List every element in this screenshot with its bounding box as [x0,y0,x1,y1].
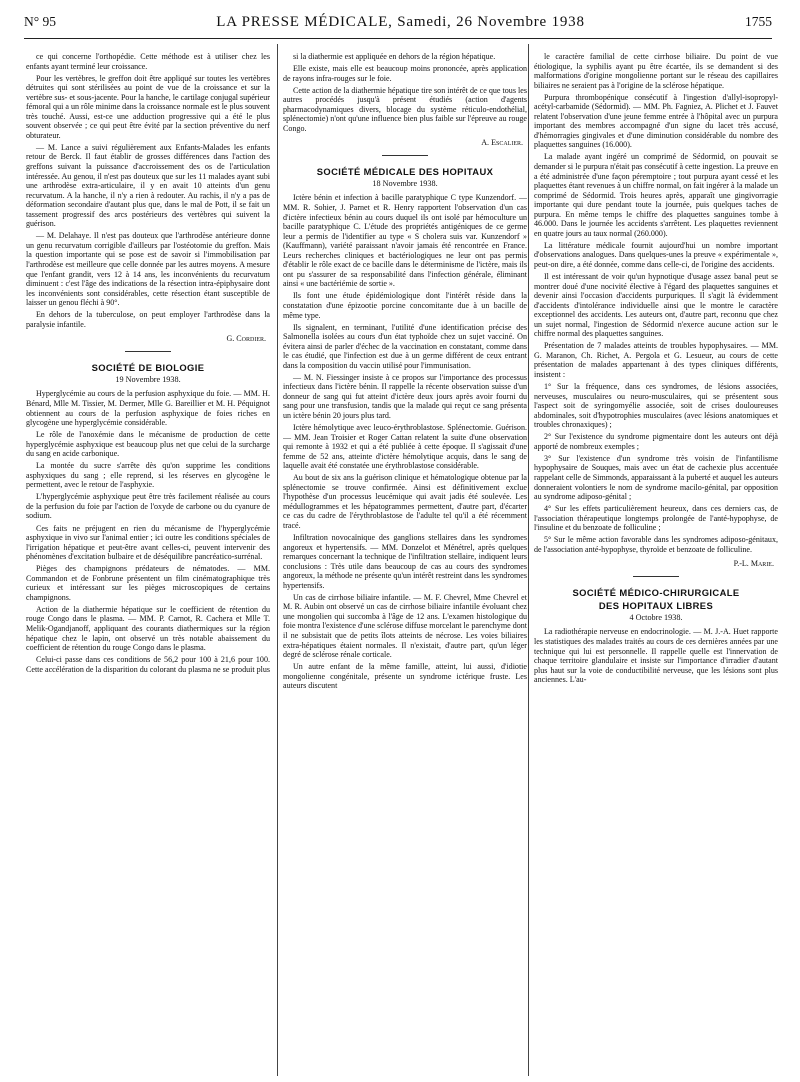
page-number: 1755 [745,14,772,29]
paragraph: Hyperglycémie au cours de la perfusion asphyxique du foie. — MM. H. Bénard, Mlle M. Tissier, M. Dermer, Mlle G. Bareillier et M. H. Péquignot obtiennent au cours de la perfusion asphyxique de foies riches en glycogène une hyperglycémie considérable. [26,389,270,428]
column-left [26,52,270,1078]
paragraph: Présentation de 7 malades atteints de troubles hypophysaires. — MM. G. Maranon, Ch. Richet, A. Pergola et G. Lesueur, au cours de cette présentation de malades appartenant à des types cliniques différents, insistent : [534,341,778,379]
paragraph: Cette action de la diathermie hépatique tire son intérêt de ce que tous les autres procédés jusqu'à présent étudiés (action d'agents pharmacodynamiques divers, blocage du système réticulo-endothélial, splénectomie) n'ont qu'une influence bien plus faible sur l'épreuve au rouge Congo. [283,85,527,133]
section-rule [633,576,679,577]
paragraph: Elle existe, mais elle est beaucoup moins prononcée, après application de rayons infra-rouges sur le foie. [283,64,527,83]
section-heading: SOCIÉTÉ DE BIOLOGIE [91,361,205,373]
paragraph: si la diathermie est appliquée en dehors de la région hépatique. [293,52,496,61]
paragraph: Pour les vertèbres, le greffon doit être appliqué sur toutes les vertèbres détruites qui sont stérilisées au point de vue de la croissance et sur la vertèbre sus- et sous-jacente. Pour la hanche, le cartilage conjugal supérieur fémoral qui a un rôle minime dans la croissance normale est le plus souvent très touché. Aussi, est-ce une adduction progressive qui a été le plus souvent observée ; ce qui peut être évité par la section préventive du nerf obturateur. [26,73,270,140]
signature: P.-L. Marie. [733,559,774,569]
section-rule [382,155,428,156]
paragraph: Un cas de cirrhose biliaire infantile. — M. F. Chevrel, Mme Chevrel et M. R. Aubin ont observé un cas de cirrhose biliaire infantile évoluant chez une mongolien qui succomba à l'âge de 12 ans. L'examen histologique du foie montra l'existence d'une sclérose diffuse morcelant le parenchyme dont il ne subsistait que de petits îlots atteints de nécrose. Les voies biliaires extra-hépatiques étaient normales. Il n'existait, d'autre part, qu'un léger degré de sclérose rénale corticale. [283,592,527,660]
paragraph: 1° Sur la fréquence, dans ces syndromes, de lésions associées, nerveuses, musculaires ou neuro-musculaires, qui se présentent sous l'aspect soit de syringomyélie associée, soit de crises douloureuses abdominales, soit d'hypotrophies musculaires (avec lésions anatomiques et troubles chronaxiques) ; [534,382,778,430]
paragraph: La radiothérapie nerveuse en endocrinologie. — M. J.-A. Huet rapporte les statistiques des malades traités au cours de ces dernières années par une technique qui lui est personnelle. Il rappelle quelle est l'innervation de chaque territoire glandulaire et insiste sur l'importance d'irradier d'autant plus haut sur la voie de conductibilité nerveuse, que les lésions sont plus anciennes. L'au- [534,627,778,685]
column-divider [528,44,529,1076]
issue-number: N° 95 [24,14,57,29]
paragraph: Ils signalent, en terminant, l'utilité d'une identification précise des Salmonella isolées au cours d'un état typhoïde chez un sujet vacciné. On évitera ainsi de parler d'échec de la vaccination en constatant, comme dans le cas étudié, que l'infection est due à un germe différent de ceux entrant dans la composition du vaccin utilisé pour l'immunisation. [283,322,527,370]
paragraph: 4° Sur les effets particulièrement heureux, dans ces derniers cas, de l'association thérapeutique longtemps prolongée de l'anté-hypophyse, de l'insuline et du benzoate de folliculine ; [534,504,778,533]
paragraph: Purpura thrombopénique consécutif à l'ingestion d'allyl-isopropyl-acétyl-carbamide (Sédormid). — MM. Ph. Fagniez, A. Plichet et J. Fauvet relatent l'observation d'une jeune femme entrée à l'hôpital avec un purpura important des membres accompagné d'un signe du lacet très accusé, d'hémorragies gingivales et d'une diminution considérable du nombre des plaquettes sanguines (16.000). [534,92,778,150]
paragraph: Le rôle de l'anoxémie dans le mécanisme de production de cette hyperglycémie asphyxique est beaucoup plus net que celui de la surcharge du sang en acide carbonique. [26,430,270,459]
paragraph: Infiltration novocaïnique des ganglions stellaires dans les syndromes angoreux et hypertensifs. — MM. Donzelot et Ménétrel, après quelques remarques concernant la technique de l'infiltration stellaire, indiquent leurs conclusions : Très utile dans beaucoup de cas au cours des syndromes angoreux, la méthode ne présente qu'un intérêt restreint dans les syndromes hypertensifs. [283,533,527,590]
page-header [24,14,772,39]
paragraph: Ictère bénin et infection à bacille paratyphique C type Kunzendorf. — MM. R. Sohier, J. Parnet et R. Henry rapportent l'observation d'un cas d'ictère infectieux bénin au cours duquel ils ont isolé par hémoculture un bacille paratyphique C. L'étude des propriétés antigéniques de ce germe leur a permis de l'identifier au type « S cholera suis var. Kunzendorf » (Kauffmann), variété paraissant n'avoir jamais été rencontrée en France. Leurs recherches cliniques et bactériologiques ne leur ont pas permis d'établir le rôle exact de ce bacille dans le déterminisme de l'ictère, mais ils ont pu s'assurer de sa responsabilité dans l'infection générale, éliminant ainsi « une bactériémie de sortie ». [283,193,527,289]
paragraph: 2° Sur l'existence du syndrome pigmentaire dont les auteurs ont déjà apporté de nombreux exemples ; [534,432,778,451]
paragraph: ce qui concerne l'orthopédie. Cette méthode est à utiliser chez les enfants ayant terminé leur croissance. [26,52,270,71]
paragraph: Au bout de six ans la guérison clinique et hématologique obtenue par la splénectomie se trouve confirmée. Ainsi est définitivement exclue l'hypothèse d'un processus leucémique qui avait jadis été soulevée. Les médullogrammes et les hépatogrammes permettent, d'autre part, d'écarter ce cas du cadre de l'érythroblastose de l'adulte tel qu'il a été récemment tracé. [283,473,527,531]
paragraph: Ictère hémolytique avec leuco-érythroblastose. Splénectomie. Guérison. — MM. Jean Troisier et Roger Cattan relatent la suite d'une observation qui remonte à 1932 et qui a été publiée à cette époque. Il s'agissait d'une femme de 52 ans, atteinte d'ictère hémolytique acquis, dans le sang de laquelle avait été constatée une érythroblastose considérable. [283,423,527,471]
paragraph: L'hyperglycémie asphyxique peut être très facilement réalisée au cours de la perfusion du foie par l'action de l'oxyde de carbone ou du cyanure de sodium. [26,492,270,521]
paragraph: En dehors de la tuberculose, on peut employer l'arthrodèse dans la paralysie infantile. [26,310,270,329]
session-date: 18 Novembre 1938. [372,178,438,188]
paragraph: Il est intéressant de voir qu'un hypnotique d'usage assez banal peut se montrer doué d'une nocivité élective à l'égard des plaquettes sanguines et devenir ainsi l'occasion d'accidents purpuriques. Il s'agit là évidemment d'accidents d'intolérance individuelle ainsi que le montre le caractère exceptionnel des accidents. Les auteurs ont, d'autre part, reconnu que chez un sujet normal, l'ingestion de Sédormid n'exerce aucune action sur le chiffre normal des plaquettes sanguines. [534,272,778,339]
paragraph: La montée du sucre s'arrête dès qu'on supprime les conditions asphyxiques du sang ; elle reprend, si les réserves en glycogène le permettent, avec le retour de l'asphyxie. [26,461,270,490]
column-middle [283,52,527,1078]
signature: A. Escalier. [481,138,523,148]
session-date: 4 Octobre 1938. [629,612,683,622]
paragraph: 3° Sur l'existence d'un syndrome très voisin de l'infantilisme hypophysaire de Souques, mais avec un état de cachexie plus accentuée rappelant celle de Simmonds, apparaissant à la puberté et auquel les auteurs donneraient volontiers le nom de syndrome macilo-génital, par opposition au syndrome adiposo-génital ; [534,453,778,502]
paragraph: le caractère familial de cette cirrhose biliaire. Du point de vue étiologique, la syphilis ayant pu être écartée, ils se demandent si des malformations d'origine mongolienne portant sur le réseau des capillaires biliaires ne seraient pas à l'origine de la sclérose hépatique. [534,52,778,90]
section-heading: SOCIÉTÉ MÉDICO-CHIRURGICALE [572,586,740,598]
paragraph: — M. Lance a suivi régulièrement aux Enfants-Malades les enfants retour de Berck. Il faut établir de grosses différences dans l'action des greffons suivant la puissance d'accroissement des os de l'articulation intéressée. Au genou, il n'est pas douteux que sur les 11 malades ayant subi une arthrodèse extra-articulaire, il y en avait 10 atteints d'un genu recurvatum. A la hanche, il n'y a rien à redouter. Au rachis, il n'y a pas de déformation secondaire d'autant plus que, dans le mal de Pott, il se fait un tassement progressif des arcs postérieurs des vertèbres qui suivent la guérison. [26,142,270,229]
paragraph: Ils font une étude épidémiologique dont l'intérêt réside dans la constatation d'une épizootie porcine concomitante due à un bacille de même type. [283,291,527,320]
column-right [534,52,778,1078]
section-heading: SOCIÉTÉ MÉDICALE DES HOPITAUX [316,165,494,177]
paragraph: Celui-ci passe dans ces conditions de 56,2 pour 100 à 21,6 pour 100. Cette accélération de la disparition du colorant du plasma ne se produit plus [26,655,270,674]
section-heading-line2: DES HOPITAUX LIBRES [598,599,714,611]
paragraph: Pièges des champignons prédateurs de nématodes. — MM. Commandon et de Fonbrune présentent un film cinématographique très curieux et intéressant sur les pièges microscopiques de certains champignons. [26,564,270,602]
column-divider [277,44,278,1076]
paragraph: Action de la diathermie hépatique sur le coefficient de rétention du rouge Congo dans le plasma. — MM. P. Carnot, R. Cachera et Mlle T. Melik-Ogandjanoff, appliquant des courants diathermiques sur la région hépatique chez le lapin, ont observé un très notable abaissement du coefficient de rétention du rouge Congo dans le plasma. [26,604,270,653]
paragraph: 5° Sur le même action favorable dans les syndromes adiposo-génitaux, de l'association anté-hypophyse, thyroïde et benzoate de folliculine. [534,535,778,554]
paragraph: La malade ayant ingéré un comprimé de Sédormid, on pouvait se demander si le purpura n'était pas consécutif à cette ingestion. La preuve en a été administrée d'une façon péremptoire ; tout purpura ayant cessé et les plaquettes étant revenues à un chiffre normal, on fait ingérer à la malade un comprimé de Sédormid. Trois heures après, apparaît une gingivorragie importante qui dure pendant toute la journée, puis quelques taches de purpura. En même temps le chiffre des plaquettes sanguines tombe à 46.000. Dans le journée les accidents s'arrêtent. Les plaquettes reviennent en quatre jours au taux normal (260.000). [534,152,778,238]
paragraph: — M. N. Fiessinger insiste à ce propos sur l'importance des processus infectieux dans l'ictère bénin. Il rappelle la récente observation suisse d'un donneur de sang qui fut atteint d'ictère deux jours après avoir fourni du sang pour une transfusion, tandis que la malade qui reçut ce sang présenta un ictère bénin 20 jours plus tard. [283,372,527,420]
paragraph: — M. Delahaye. Il n'est pas douteux que l'arthrodèse antérieure donne un genu recurvatum corrigible d'ailleurs par l'ostéotomie du greffon. Mais la question importante qui se pose est de savoir si l'immobilisation par l'arthrodèse est meilleure que celle donnée par les autres moyens. A mesure que l'enfant grandit, vers 12 à 14 ans, les inconvénients du recurvatum diminuent : c'est l'âge des indications de la résection intra-épiphysaire dont les inconvénients sont considérables, cette résection étant susceptible de laisser un genou fléchi à 90°. [26,231,270,308]
section-rule [125,351,171,352]
session-date: 19 Novembre 1938. [115,374,181,384]
paragraph: Un autre enfant de la même famille, atteint, lui aussi, d'idiotie mongolienne congénitale, présente un syndrome ictérique fruste. Les auteurs discutent [283,662,527,691]
journal-title: LA PRESSE MÉDICALE, Samedi, 26 Novembre 1938 [216,14,585,30]
paragraph: La littérature médicale fournit aujourd'hui un nombre important d'observations analogues. Dans quelques-unes la preuve « expérimentale », peut-on dire, a été donnée, comme dans celle-ci, de l'origine des accidents. [534,240,778,269]
paragraph: Ces faits ne préjugent en rien du mécanisme de l'hyperglycémie asphyxique in vivo sur l'animal entier ; ici outre les conditions spéciales de l'irrigation hépatique et peut-être avant celles-ci, peuvent intervenir des phénomènes d'excitation bulbaire et de déséquilibre pancréatico-surrénal. [26,523,270,562]
signature: G. Cordier. [226,334,266,344]
